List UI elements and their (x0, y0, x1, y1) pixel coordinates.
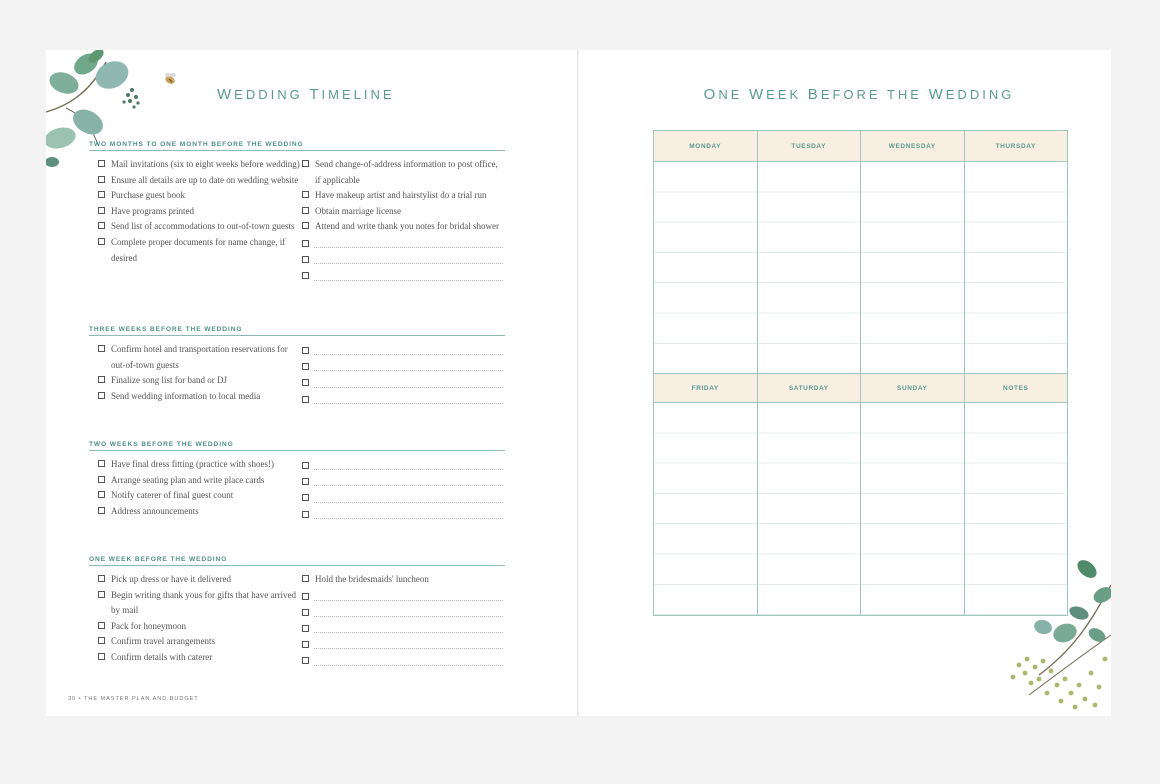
checklist-left-column (89, 157, 302, 284)
page-title-one-week-before (579, 86, 1111, 103)
checkbox[interactable] (302, 462, 309, 469)
writing-line[interactable] (314, 632, 503, 633)
checkbox[interactable] (98, 222, 105, 229)
checklist-item (98, 473, 302, 489)
checklist-section (89, 556, 505, 669)
writing-line[interactable] (314, 387, 503, 388)
writing-line[interactable] (314, 518, 503, 519)
checklist-item (302, 204, 505, 220)
writing-line[interactable] (314, 485, 503, 486)
section-heading: THREE WEEKS BEFORE THE WEDDING (89, 326, 505, 336)
checklist-item (98, 488, 302, 504)
blank-checklist-entry[interactable] (302, 473, 505, 489)
section-heading: TWO WEEKS BEFORE THE WEDDING (89, 441, 505, 451)
checklist-item (98, 373, 302, 389)
checkbox[interactable] (98, 392, 105, 399)
checklist-item (98, 634, 302, 650)
checkbox[interactable] (302, 191, 309, 198)
writing-line[interactable] (314, 247, 503, 248)
calendar-day-header: FRIDAY (654, 374, 758, 402)
section-heading: ONE WEEK BEFORE THE WEDDING (89, 556, 505, 566)
checkbox[interactable] (98, 575, 105, 582)
calendar-day-header: WEDNESDAY (861, 131, 965, 161)
checklist-left-column (89, 457, 302, 522)
checklist-right-column (302, 572, 505, 669)
day-column[interactable] (861, 162, 965, 373)
calendar-body-row-1[interactable] (654, 161, 1067, 373)
checkbox[interactable] (98, 207, 105, 214)
checkbox[interactable] (98, 460, 105, 467)
calendar-day-header: TUESDAY (758, 131, 862, 161)
calendar-header-row-1 (654, 131, 1067, 161)
checklist-item (98, 504, 302, 520)
eucalyptus-leaves-bottom-right (999, 555, 1111, 716)
checklist-item-text: Complete proper documents for name change, if desired (111, 236, 286, 263)
checklist-item-text: Begin writing thank yous for gifts that have arrived by mail (111, 589, 296, 616)
checklist-item (98, 572, 302, 588)
left-page (46, 50, 578, 716)
checklist-item-text: Notify caterer of final guest count (111, 490, 234, 501)
blank-checklist-entry[interactable] (302, 251, 505, 267)
title-initial: W (928, 86, 946, 103)
checkbox[interactable] (98, 653, 105, 660)
checkbox[interactable] (302, 609, 309, 616)
blank-checklist-entry[interactable] (302, 652, 505, 668)
checklist-section (89, 141, 505, 284)
checkbox[interactable] (302, 625, 309, 632)
bee-icon (160, 70, 180, 86)
checklist-item-text: Pick up dress or have it delivered (111, 574, 231, 584)
title-letters: EDDING (945, 87, 1015, 102)
title-initial: O (703, 86, 719, 103)
checklist-item (98, 157, 302, 173)
checkbox[interactable] (302, 222, 309, 229)
checkbox[interactable] (302, 575, 309, 582)
checklist-item (98, 389, 302, 405)
checkbox[interactable] (98, 160, 105, 167)
writing-line[interactable] (314, 280, 503, 281)
checklist-right-column (302, 157, 505, 284)
checkbox[interactable] (302, 379, 309, 386)
checkbox[interactable] (302, 396, 309, 403)
checklist-item-text: Arrange seating plan and write place cards (111, 474, 265, 485)
checklist-item-text: Purchase guest book (111, 190, 185, 201)
checklist-left-column (89, 342, 302, 407)
checklist-left-column (89, 572, 302, 669)
day-column[interactable] (965, 162, 1068, 373)
checklist-item-text: Obtain marriage license (315, 205, 401, 216)
title-letters: EFORE THE (820, 87, 929, 102)
blank-checklist-entry[interactable] (302, 267, 505, 283)
writing-line[interactable] (314, 469, 503, 470)
title-letters: EDDING (234, 87, 310, 102)
checkbox[interactable] (302, 240, 309, 247)
checklist-item-text: Send wedding information to local media (111, 390, 261, 401)
title-letters: NE (718, 87, 749, 102)
checkbox[interactable] (302, 593, 309, 600)
checklist-item (302, 188, 505, 204)
writing-line[interactable] (314, 502, 503, 503)
calendar-day-header: THURSDAY (995, 142, 1036, 150)
day-column[interactable] (758, 162, 862, 373)
title-initial: B (807, 86, 821, 103)
page-footer: 30 • THE MASTER PLAN AND BUDGET (68, 696, 199, 702)
checklist-item-text: Finalize song list for band or DJ (111, 375, 227, 386)
checklist-item-text: Confirm details with caterer (111, 651, 213, 662)
calendar-header-row-2 (654, 373, 1067, 403)
section-heading: TWO MONTHS TO ONE MONTH BEFORE THE WEDDING (89, 141, 505, 151)
checklist-item-text: Hold the bridesmaids' luncheon (315, 574, 429, 584)
blank-checklist-entry[interactable] (302, 506, 505, 522)
blank-checklist-entry[interactable] (302, 358, 505, 374)
checkbox[interactable] (98, 507, 105, 514)
blank-checklist-entry[interactable] (302, 391, 505, 407)
calendar-day-header: NOTES (1003, 384, 1029, 392)
title-initial: W (749, 86, 767, 103)
checklist-right-column (302, 342, 505, 407)
checkbox[interactable] (302, 256, 309, 263)
title-letters: EEK (766, 87, 808, 102)
checklist-item-text: Have programs printed (111, 205, 194, 216)
checklist-item (98, 457, 302, 473)
blank-checklist-entry[interactable] (302, 636, 505, 652)
weekly-calendar (653, 130, 1068, 616)
checkbox[interactable] (302, 207, 309, 214)
checkbox[interactable] (98, 491, 105, 498)
day-column[interactable] (758, 403, 862, 615)
checkbox[interactable] (302, 272, 309, 279)
writing-line[interactable] (314, 648, 503, 649)
blank-checklist-entry[interactable] (302, 588, 505, 604)
checkbox[interactable] (302, 363, 309, 370)
blank-checklist-entry[interactable] (302, 374, 505, 390)
writing-line[interactable] (314, 370, 503, 371)
blank-checklist-entry[interactable] (302, 604, 505, 620)
checkbox[interactable] (302, 478, 309, 485)
checklist-item (98, 342, 302, 373)
checkbox[interactable] (98, 622, 105, 629)
checklist-item-text: Mail invitations (six to eight weeks before wedding) (111, 159, 300, 169)
checkbox[interactable] (98, 191, 105, 198)
checklist-item (98, 650, 302, 666)
checkbox[interactable] (302, 494, 309, 501)
blank-checklist-entry[interactable] (302, 457, 505, 473)
checklist-item (302, 157, 505, 188)
checkbox[interactable] (302, 160, 309, 167)
checkbox[interactable] (98, 376, 105, 383)
checklist-item-text: Address announcements (111, 505, 199, 516)
checkbox[interactable] (302, 641, 309, 648)
checkbox[interactable] (302, 657, 309, 664)
checklist-section (89, 441, 505, 522)
right-page (579, 50, 1111, 716)
writing-line[interactable] (314, 263, 503, 264)
calendar-day-header: SUNDAY (861, 374, 965, 402)
checklist-right-column (302, 457, 505, 522)
checklist-item (98, 588, 302, 619)
checkbox[interactable] (98, 345, 105, 352)
title-letters: IMELINE (321, 87, 395, 102)
checklist-item-text: Attend and write thank you notes for bridal shower (315, 221, 499, 232)
blank-checklist-entry[interactable] (302, 620, 505, 636)
day-column[interactable] (654, 403, 758, 615)
writing-line[interactable] (314, 616, 503, 617)
checklist-item-text: Send change-of-address information to post office, if applicable (315, 159, 498, 185)
checkbox[interactable] (98, 238, 105, 245)
checklist-item (302, 572, 505, 588)
checklist-item (98, 619, 302, 635)
checkbox[interactable] (98, 176, 105, 183)
checklist-item (98, 173, 302, 189)
checkbox[interactable] (98, 476, 105, 483)
calendar-day-header: SATURDAY (758, 374, 862, 402)
checklist-item (98, 188, 302, 204)
checklist-item (98, 204, 302, 220)
checklist-item-text: Ensure all details are up to date on wedding website (111, 174, 299, 185)
blank-checklist-entry[interactable] (302, 342, 505, 358)
checklist-item (302, 219, 505, 235)
blank-checklist-entry[interactable] (302, 489, 505, 505)
checkbox[interactable] (302, 511, 309, 518)
checkbox[interactable] (98, 637, 105, 644)
checklist-item-text: Send list of accommodations to out-of-town guests (111, 221, 295, 232)
day-column[interactable] (861, 403, 965, 615)
writing-line[interactable] (314, 600, 503, 601)
writing-line[interactable] (314, 403, 503, 404)
checkbox[interactable] (302, 347, 309, 354)
writing-line[interactable] (314, 354, 503, 355)
checklist-item (98, 235, 302, 266)
checklist-item-text: Confirm travel arrangements (111, 636, 215, 647)
calendar-day-header: MONDAY (654, 131, 758, 161)
checklist-section (89, 326, 505, 407)
checklist-item-text: Pack for honeymoon (111, 620, 186, 631)
blank-checklist-entry[interactable] (302, 235, 505, 251)
day-column[interactable] (654, 162, 758, 373)
checklist-item-text: Have final dress fitting (practice with shoes!) (111, 459, 274, 469)
checklist-item (98, 219, 302, 235)
title-initial: T (309, 86, 322, 103)
writing-line[interactable] (314, 665, 503, 666)
checkbox[interactable] (98, 591, 105, 598)
title-initial: W (217, 86, 235, 103)
checklist-item-text: Confirm hotel and transportation reservations for out-of-town guests (111, 344, 288, 370)
checklist-item-text: Have makeup artist and hairstylist do a trial run (315, 190, 487, 201)
page-title-wedding-timeline (217, 86, 395, 103)
